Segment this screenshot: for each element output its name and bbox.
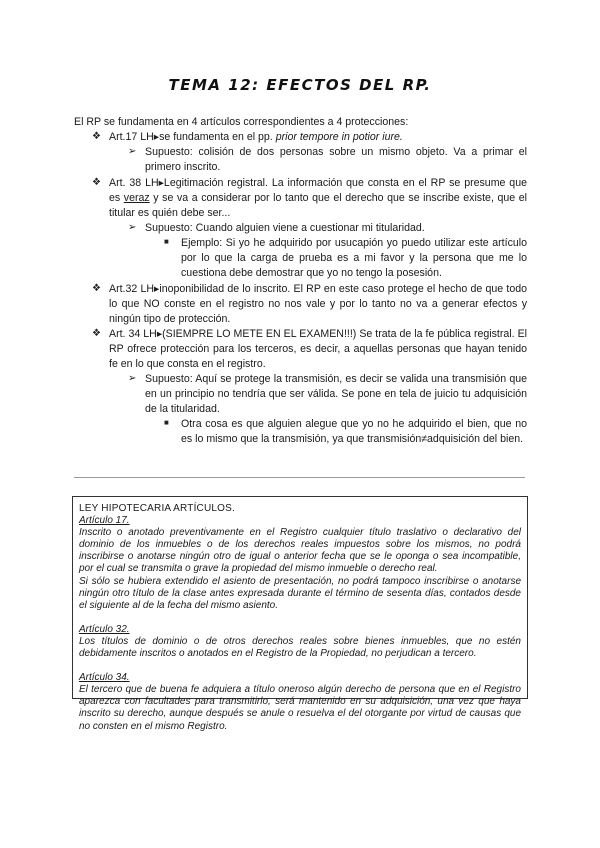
ley-hipotecaria-box	[72, 496, 528, 732]
section-divider	[74, 477, 525, 478]
art17-text: Art.17 LH▸se fundamenta en el pp.	[109, 131, 276, 143]
list-item-art34: Art. 34 LH▸(SIEMPRE LO METE EN EL EXAMEN!!!) Se trata de la fe pública registral. El RP ofrece protección para los terceros, es decir, a aquellas personas que hayan tenido fe en lo que consta en el registro.	[109, 328, 527, 370]
intro-paragraph: El RP se fundamenta en 4 artículos correspondientes a 4 protecciones:	[74, 116, 409, 128]
articulo-17-p1: Inscrito o anotado preventivamente en el Registro cualquier título traslativo o declarativo del dominio de los inmuebles o de los derechos reales impuestos sobre los mismos, no podrá inscribirse o anotarse ningún otro de igual o anterior fecha que se le oponga o sea incompatible, por el cual se transmita o grave la propiedad del mismo inmueble o derecho real.	[79, 527, 521, 575]
art38-underlined: veraz	[123, 192, 150, 204]
art34-supuesto: Supuesto: Aquí se protege la transmisión, es decir se valida una transmisión que en un principio no tendría que ser válida. Se pone en tela de juicio tu adquisición de la titularidad.	[145, 373, 527, 415]
articulo-17-p2: Si sólo se hubiera extendido el asiento de presentación, no podrá tampoco inscribirse o anotarse ningún otro título de la clase antes expresada durante el término de sesenta días, contados desde el siguiente al de la fecha del mismo asiento.	[79, 575, 521, 611]
articulo-34-p1: El tercero que de buena fe adquiera a título oneroso algún derecho de persona que en el Registro aparezca con facultades para transmitirlo, será mantenido en su adquisición, una vez que haya inscrito su derecho, aunque después se anule o resuelva el del otorgante por virtud de causas que no consten en el mismo Registro.	[79, 684, 521, 732]
arrow-bullet-icon: ➢	[128, 373, 137, 384]
art17-supuesto: Supuesto: colisión de dos personas sobre un mismo objeto. Va a primar el primero inscrito.	[145, 146, 527, 173]
articulo-32-title: Artículo 32.	[79, 623, 130, 635]
articulo-17-title: Artículo 17.	[79, 515, 130, 527]
art38-ejemplo: Ejemplo: Si yo he adquirido por usucapión yo puedo utilizar este artículo por lo que la carga de prueba es a mi favor y la persona que me lo cuestiona debe demostrar que yo no tengo la posesión.	[181, 237, 527, 279]
diamond-bullet-icon: ❖	[92, 283, 101, 294]
square-bullet-icon: ■	[164, 418, 169, 427]
arrow-bullet-icon: ➢	[128, 146, 137, 157]
articulo-34-title: Artículo 34.	[79, 672, 130, 684]
art38-supuesto: Supuesto: Cuando alguien viene a cuestionar mi titularidad.	[145, 222, 425, 234]
articulo-32-p1: Los títulos de dominio o de otros derechos reales sobre bienes inmuebles, que no estén debidamente inscritos o anotados en el Registro de la Propiedad, no perjudican a tercero.	[79, 635, 521, 660]
diamond-bullet-icon: ❖	[92, 328, 101, 339]
diamond-bullet-icon: ❖	[92, 177, 101, 188]
list-item-art17	[109, 130, 527, 145]
diamond-bullet-icon: ❖	[92, 131, 101, 142]
square-bullet-icon: ■	[164, 237, 169, 246]
box-heading: LEY HIPOTECARIA ARTÍCULOS.	[79, 503, 235, 514]
art17-latin: prior tempore in potior iure.	[275, 131, 403, 143]
list-item-art32: Art.32 LH▸inoponibilidad de lo inscrito. El RP en este caso protege el hecho de que todo lo que NO conste en el registro no nos vale y por lo tanto no va a generar efectos y ningún tipo de protección.	[109, 283, 527, 325]
list-item-art38	[109, 176, 527, 221]
page-title: TEMA 12: EFECTOS DEL RP.	[168, 76, 432, 94]
arrow-bullet-icon: ➢	[128, 222, 137, 233]
art38-text-b: y se va a considerar por lo tanto que el derecho que se inscribe existe, que el titular es quién debe ser...	[109, 192, 527, 219]
art34-otra-cosa: Otra cosa es que alguien alegue que yo no he adquirido el bien, que no es lo mismo que la transmisión, ya que transmisión≠adquisición del bien.	[181, 418, 527, 445]
art38-text-a: Art. 38 LH▸Legitimación registral. La información que consta en el RP se presume que es	[109, 177, 527, 204]
